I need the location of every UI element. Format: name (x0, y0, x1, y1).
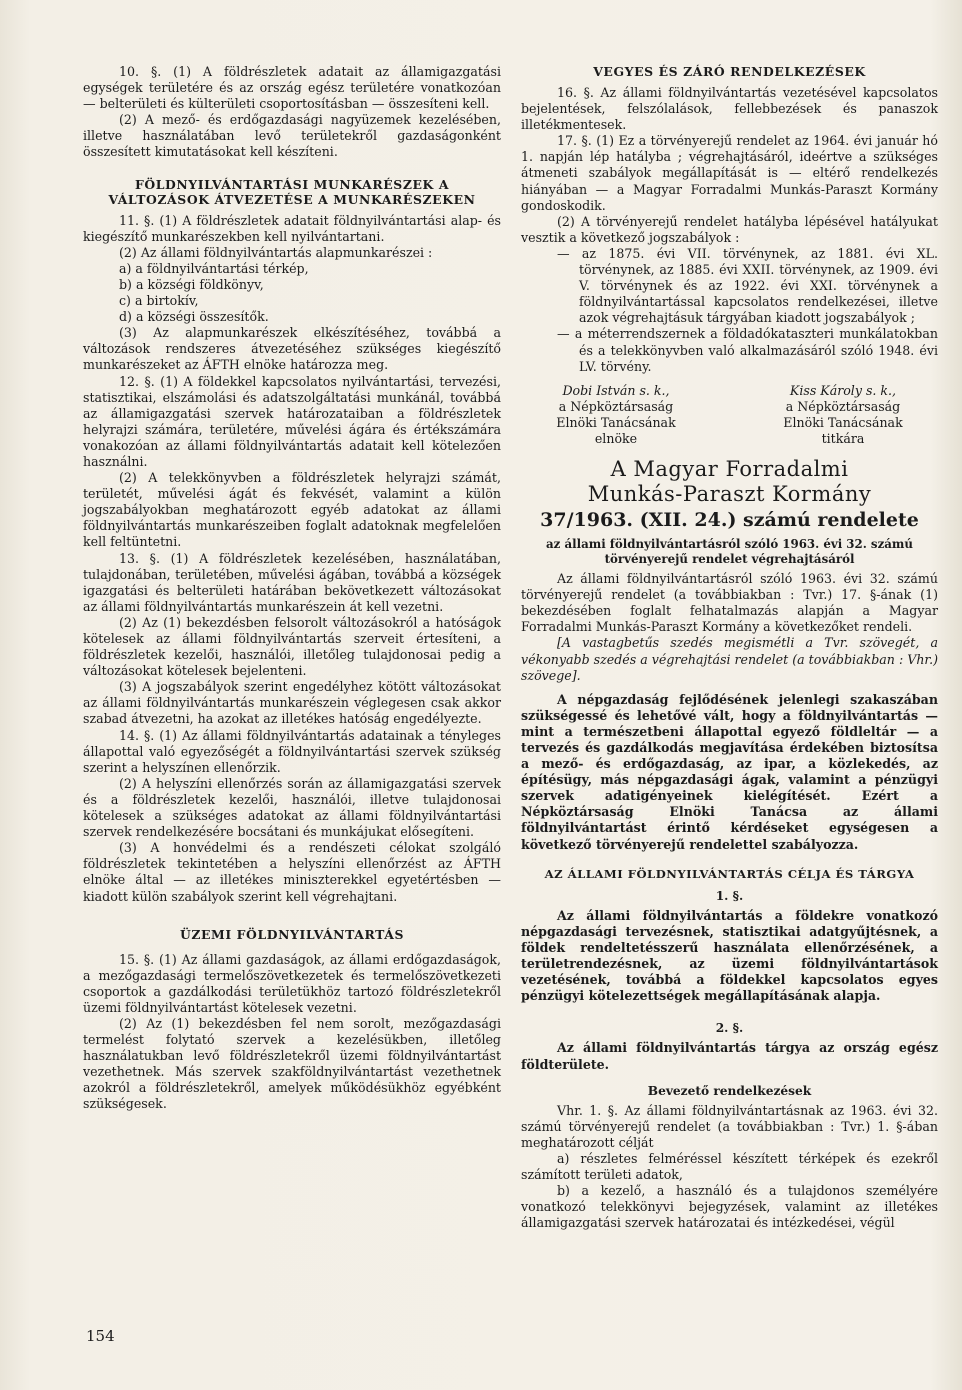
preamble-bold: A népgazdaság fejlődésének jelenlegi szakaszában szükségessé és lehetővé vált, hogy a földnyilvántartás — mint a természetbeni állapottal egyező földleltár — a tervezés és gazdálkodás megjavítása érdekében biztosítsa a mező- és erdőgazdaság, az ipar, a közlekedés, az építésügy, más népgazdasági ágak, valamint a pénzügyi szervek adatigényeinek kielégítését. Ezért a Népköztársaság Elnöki Tanácsa az állami földnyilvántartást érintő kérdéseket egységesen a következő törvényerejű rendelettel szabályozza. (521, 691, 938, 852)
right-column (521, 64, 938, 1231)
paragraph-16: 16. §. Az állami földnyilvántartás vezetésével kapcsolatos bejelentések, felszólalások, fellebbezések és panaszok illetékmentesek. (521, 85, 938, 133)
paragraph-11-1: 11. §. (1) A földrészletek adatait földnyilvántartási alap- és kiegészítő munkarészekben kell nyilvántartani. (83, 212, 501, 244)
vhr-list-item-b: b) a kezelő, a használó és a tulajdonos személyére vonatkozó telekkönyvi bejegyzések, valamint az illetékes államigazgatási szervek határozatai és intézkedései, végül (521, 1183, 938, 1231)
section-heading-celja: AZ ÁLLAMI FÖLDNYILVÁNTARTÁS CÉLJA ÉS TÁRGYA (544, 866, 915, 881)
signature-name: Kiss Károly s. k., (789, 382, 897, 398)
decree-number: 37/1963. (XII. 24.) számú rendelete (540, 509, 919, 532)
decree-intro: Az állami földnyilvántartásról szóló 1963. évi 32. számú törvényerejű rendelet (a továbbiakban : Tvr.) 17. §-ának (1) bekezdésében foglalt felhatalmazás alapján a Magyar Forradalmi Munkás-Paraszt Kormány a következőket rendeli. (521, 571, 938, 635)
signature-line: Elnöki Tanácsának (556, 414, 676, 430)
paragraph-17-1: 17. §. (1) Ez a törvényerejű rendelet az 1964. évi január hó 1. napján lép hatályba ; végrehajtásáról, ideértve a szükséges átmeneti szabályok megállapítását is — eltérő rendelkezés hiányában — a Magyar Forradalmi Munkás-Paraszt Kormány gondoskodik. (521, 133, 938, 213)
page-number: 154 (86, 1327, 115, 1345)
paragraph-2-bold: Az állami földnyilvántartás tárgya az ország egész földterülete. (521, 1040, 938, 1072)
list-item-c: c) a birtokív, (119, 293, 199, 309)
signature-name: Dobi István s. k., (562, 382, 670, 398)
section-number-1: 1. §. (715, 888, 744, 903)
left-column (83, 64, 501, 1113)
signature-title: titkára (821, 430, 865, 446)
section-heading-munkareszek: FÖLDNYILVÁNTARTÁSI MUNKARÉSZEK A VÁLTOZÁSOK ÁTVEZETÉSE A MUNKARÉSZEKEN (108, 176, 476, 207)
paragraph-14-3: (3) A honvédelmi és a rendészeti célokat szolgáló földrészletek tekintetében a helyszíni ellenőrzést az ÁFTH elnöke által — az illetékes miniszterekkel egyetértésben — kiadott külön szabályok szerint kell végrehajtani. (83, 840, 501, 904)
paragraph-1-bold: Az állami földnyilvántartás a földekre vonatkozó népgazdasági tervezésnek, statisztikai adatgyűjtésnek, a földek rendeltetésszerű használata ellenőrzésének, a területrendezésnek, az üzemi földnyilvántartások vezetésének, továbbá a földekkel kapcsolatos egyes pénzügyi kötelezettségek megállapításának alapja. (521, 907, 938, 1004)
paragraph-12-1: 12. §. (1) A földekkel kapcsolatos nyilvántartási, tervezési, statisztikai, elszámolási és adatszolgáltatási munkánál, továbbá az államigazgatási szervek határozataiban a földrészletek helyrajzi számára, területére, művelési ágára és értékszámára vonakozóan az állami földnyilvántartás adatait kell kötelezően használni. (83, 373, 501, 469)
decree-subtitle: az állami földnyilvántartásról szóló 1963. évi 32. számú törvényerejű rendelet végrehajtásáról (546, 537, 913, 567)
decree-issuer-line-2: Munkás-Paraszt Kormány (587, 482, 872, 507)
list-item-d: d) a községi összesítők. (119, 309, 269, 325)
paragraph-10-2: (2) A mező- és erdőgazdasági nagyüzemek kezelésében, illetve használatában levő területekről gazdaságonként összesített kimutatásokat kell készíteni. (83, 112, 501, 160)
paragraph-11-3: (3) Az alapmunkarészek elkészítéséhez, továbbá a változások rendszeres átvezetéséhez szükséges kiegészítő munkarészeket az ÁFTH elnöke határozza meg. (83, 325, 501, 373)
decree-issuer-line-1: A Magyar Forradalmi (610, 457, 849, 482)
paragraph-13-2: (2) Az (1) bekezdésben felsorolt változásokról a hatóságok kötelesek az állami földnyilvántartás szerveit értesíteni, a földrészletek kezelői, használói, illetőleg tulajdonosai pedig a változásokat kötelesek bejelenteni. (83, 614, 501, 679)
repealed-list-item-2: — a méterrendszernek a földadókataszteri munkálatokban és a telekkönyvben való alkalmazásáról szóló 1948. évi LV. törvény. (557, 326, 938, 374)
signature-title: elnöke (594, 430, 638, 446)
section-heading-bevezeto: Bevezető rendelkezések (647, 1083, 812, 1098)
paragraph-17-2: (2) A törvényerejű rendelet hatályba lépésével hatályukat vesztik a következő jogszabályok : (521, 213, 938, 245)
section-heading-uzemi: ÜZEMI FÖLDNYILVÁNTARTÁS (179, 926, 405, 942)
paragraph-15-2: (2) Az (1) bekezdésben fel nem sorolt, mezőgazdasági termelést folytató szervek a kezelésükben, illetőleg használatukban levő földrészletekről üzemi földnyilvántartást vezethetnek. Más szervek szakföldnyilvántartást vezethetnek azokról a földrészletekről, amelyek működésükhöz egyébként szükségesek. (83, 1015, 501, 1112)
paragraph-14-2: (2) A helyszíni ellenőrzés során az államigazgatási szervek és a földrészletek kezelői, használói, illetve tulajdonosai kötelesek a szükséges adatokat az állami földnyilvántartási szervek rendelkezésére bocsátani és munkájukat elősegíteni. (83, 775, 501, 840)
signature-line: a Népköztársaság (785, 398, 901, 414)
section-heading-vegyes: VEGYES ÉS ZÁRÓ RENDELKEZÉSEK (593, 64, 866, 79)
paragraph-10-1: 10. §. (1) A földrészletek adatait az államigazgatási egységek területére és az ország egész területére vonatkozóan — belterületi és külterületi csoportosításban — összesíteni kell. (83, 64, 501, 112)
signature-block (521, 383, 938, 447)
signature-president (521, 383, 711, 447)
paragraph-12-2: (2) A telekkönyvben a földrészletek helyrajzi számát, területét, művelési ágát és fekvését, valamint a külön jogszabályokban meghatározott egyéb adatokat az állami földnyilvántartás munkarészeiben foglalt adatoknak megfelelően kell feltüntetni. (83, 470, 501, 550)
paragraph-13-3: (3) A jogszabályok szerint engedélyhez kötött változásokat az állami földnyilvántartás munkarészein véglegesen csak akkor szabad átvezetni, ha azokat az illetékes hatóság engedélyezte. (83, 679, 501, 727)
signature-secretary (748, 383, 938, 447)
list-item-a: a) a földnyilvántartási térkép, (119, 260, 309, 276)
section-number-2: 2. §. (715, 1021, 744, 1036)
repealed-list-item-1: — az 1875. évi VII. törvénynek, az 1881. évi XL. törvénynek, az 1885. évi XXII. törvénynek, az 1909. évi V. törvénynek és az 1922. évi XXI. törvénynek a földnyilvántartással kapcsolatos rendelkezései, illetve azok végrehajtásuk tárgyában kiadott jogszabályok ; (557, 245, 938, 326)
paragraph-14-1: 14. §. (1) Az állami földnyilvántartás adatainak a tényleges állapottal való egyezőségét a földnyilvántartási szervek szükség szerint a helyszínen ellenőrzik. (83, 727, 501, 775)
list-item-b: b) a községi földkönyv, (119, 276, 264, 292)
signature-line: a Népköztársaság (558, 398, 674, 414)
paragraph-11-2: (2) Az állami földnyilvántartás alapmunkarészei : (119, 244, 433, 260)
paragraph-15-1: 15. §. (1) Az állami gazdaságok, az állami erdőgazdaságok, a mezőgazdasági termelőszövetkezetek és termelőszövetkezeti csoportok a gazdálkodási területükhöz tartozó földrészletekről üzemi földnyilvántartást kötelesek vezetni. (83, 951, 501, 1015)
signature-line: Elnöki Tanácsának (783, 414, 903, 430)
paragraph-13-1: 13. §. (1) A földrészletek kezelésében, használatában, tulajdonában, területében, művelési ágában, továbbá a községek igazgatási és belterületi határában bekövetkezett változásokat az állami földnyilvántartás munkarészein át kell vezetni. (83, 550, 501, 614)
typesetting-note: [A vastagbetűs szedés megismétli a Tvr. szövegét, a vékonyabb szedés a végrehajtási rendelet (a továbbiakban : Vhr.) szövege]. (521, 635, 938, 683)
vhr-list-item-a: a) részletes felméréssel készített térképek és ezekről számított területi adatok, (521, 1150, 938, 1183)
vhr-paragraph-1: Vhr. 1. §. Az állami földnyilvántartásnak az 1963. évi 32. számú törvényerejű rendelet (a továbbiakban : Tvr.) 1. §-ában meghatározott célját (521, 1102, 938, 1150)
